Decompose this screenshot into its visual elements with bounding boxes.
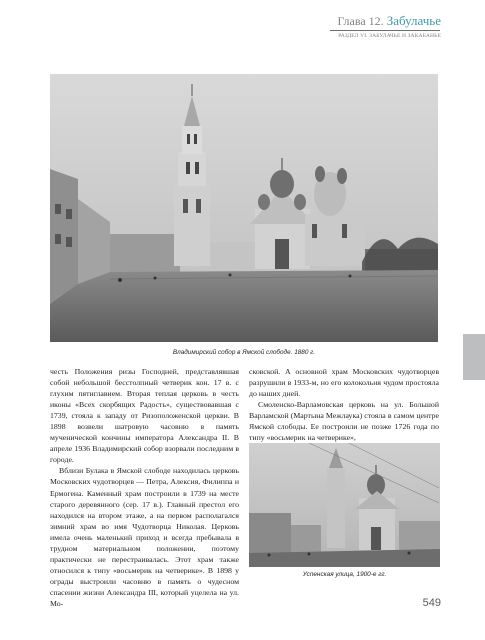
header-rule: [330, 30, 440, 31]
side-tab-marker: [463, 334, 485, 380]
paragraph: Вблизи Булака в Ямской слободе находилась церковь Московских чудотворцев — Петра, Алексия, Филиппа и Ермогена. Каменный храм построили в 1739 на месте старого деревянного (сер. 17 в.). Главный престол его находился на втором этаже, а на первом располагался зимний храм во имя Чудотворца Николая. Церковь имела очень маленький приход и всегда пребывала в трудном материальном положении, поэтому практически не перестраивалась. Этот храм также относился к типу «восьмерик на четверике». В 1898 у ограды выстроили часовню в память о чудесном спасении жизни Александра III, который уцелела на ул. Мо-: [50, 466, 239, 608]
text-column-left: [50, 366, 239, 609]
main-photograph: [50, 74, 438, 342]
chapter-name: Забулачье: [386, 13, 441, 28]
paragraph: честь Положения ризы Господней, представлявшая собой небольшой бесстолпный четверик кон. 17 в. с глухим пятиглавием. Вторая теплая церковь в честь иконы «Всех скорбящих Радость», существовавшая с 1739, стояла к западу от Ризоположенской церкви. В 1898 возвели шатровую часовню в память мученической кончины императора Александра II. В апреле 1936 Владимирский собор взорвали последним в городе.: [50, 367, 239, 465]
inset-photograph: [249, 443, 440, 567]
text-column-right: [249, 366, 439, 443]
page-number: 549: [422, 597, 441, 609]
running-header-chapter: [286, 13, 441, 29]
inset-photo-caption: Успенская улица, 1900-е гг.: [302, 571, 387, 578]
paragraph: сковской. А основной храм Московских чудотворцев разрушили в 1933-м, но его колокольня чудом простояла до наших дней.: [249, 367, 439, 399]
chapter-number: Глава 12.: [337, 14, 384, 28]
running-header-section: РАЗДЕЛ VI. ЗАБУЛАЧЬЕ И ЗАКАБАНЬЕ: [338, 33, 441, 39]
paragraph: Смоленско-Варламовская церковь на ул. Большой Варламской (Мартына Межлаука) стояла в самом центре Ямской слободы. Ее построили не позже 1726 года по типу «восьмерик на четверике»,: [249, 400, 439, 443]
main-photo-caption: Владимирский собор в Ямской слободе. 1880 г.: [172, 349, 316, 356]
